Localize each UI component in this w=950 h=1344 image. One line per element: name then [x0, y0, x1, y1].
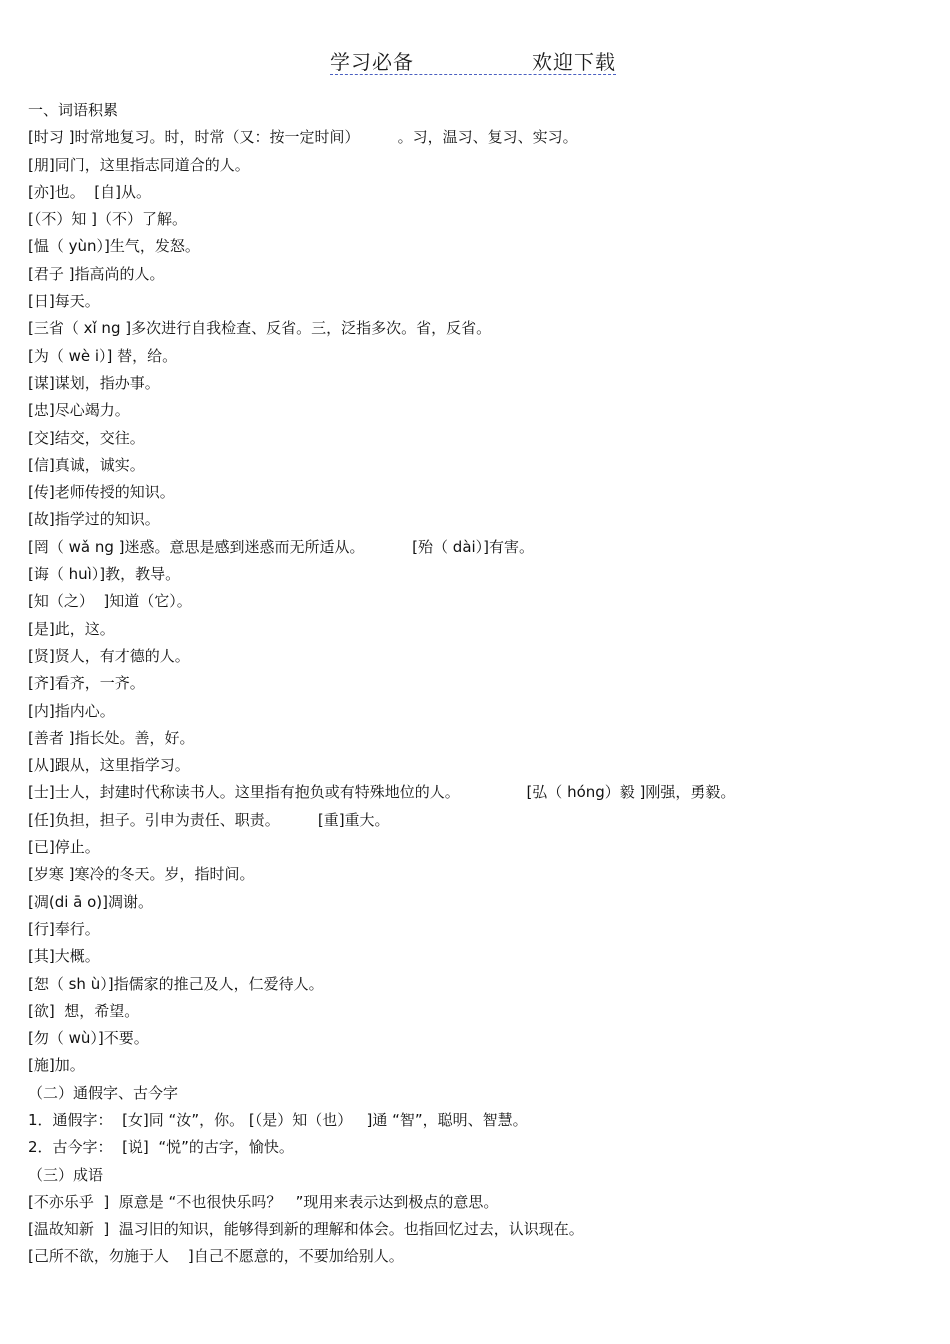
idiom-wenguzhixin: [温故知新 ] 温习旧的知识，能够得到新的理解和体会。也指回忆过去，认识现在。 [28, 1220, 584, 1239]
section-heading-vocabulary: 一、词语积累 [28, 101, 119, 119]
entry-yun: [愠（ yùn）]生气，发怒。 [28, 237, 200, 256]
entry-qi: [齐]看齐，一齐。 [28, 674, 145, 693]
entry-junzi: [君子 ]指高尚的人。 [28, 264, 165, 283]
entry-xin: [信]真诚，诚实。 [28, 455, 145, 474]
page-header [330, 44, 616, 75]
entry-zhong: [忠]尽心竭力。 [28, 401, 130, 420]
entry-shixi: [时习 ]时常地复习。时，时常（又：按一定时间） 。习，温习、复习、实习。 [28, 128, 578, 147]
entry-buzhi: [（不）知 ]（不）了解。 [28, 210, 187, 229]
entry-shi: [是]此，这。 [28, 619, 115, 638]
entry-shu: [恕（ sh ù）]指儒家的推己及人，仁爱待人。 [28, 974, 324, 993]
section-heading-tongjia: （二）通假字、古今字 [28, 1083, 179, 1102]
entry-qi-probably: [其]大概。 [28, 947, 100, 966]
entry-hui: [诲（ huì）]教，教导。 [28, 565, 181, 584]
entry-diao: [凋(di ā o)]凋谢。 [28, 892, 154, 911]
entry-shi-add: [施]加。 [28, 1056, 85, 1075]
entry-sanxing: [三省（ xǐ ng ]多次进行自我检查、反省。三，泛指多次。省，反省。 [28, 319, 492, 338]
entry-xing: [行]奉行。 [28, 919, 100, 938]
entry-nei: [内]指内心。 [28, 701, 115, 720]
entry-zhizhi: [知（之） ]知道（它）。 [28, 592, 192, 611]
gujin-item: 2．古今字： [说] “悦”的古字，愉快。 [28, 1138, 294, 1157]
entry-shanzhe: [善者 ]指长处。善，好。 [28, 728, 195, 747]
entry-cong: [从]跟从，这里指学习。 [28, 756, 190, 775]
entry-yi-zi: [亦]也。 [自]从。 [28, 182, 151, 201]
entry-jiao: [交]结交，交往。 [28, 428, 145, 447]
entry-xian: [贤]贤人，有才德的人。 [28, 646, 190, 665]
entry-mou: [谋]谋划，指办事。 [28, 373, 160, 392]
section-heading-idioms: （三）成语 [28, 1165, 104, 1184]
entry-gu: [故]指学过的知识。 [28, 510, 160, 529]
idiom-jisuobuyu: [己所不欲，勿施于人 ]自己不愿意的，不要加给别人。 [28, 1247, 404, 1266]
header-right-text: 欢迎下载 [532, 50, 616, 74]
entry-chuan: [传]老师传授的知识。 [28, 483, 175, 502]
entry-peng: [朋]同门，这里指志同道合的人。 [28, 155, 250, 174]
entry-yi-stop: [已]停止。 [28, 838, 100, 857]
entry-wang-dai: [罔（ wǎ ng ]迷惑。意思是感到迷惑而无所适从。 [殆（ dài）]有害。 [28, 537, 535, 556]
idiom-buyilehu: [不亦乐乎 ] 原意是 “不也很快乐吗？ ”现用来表示达到极点的意思。 [28, 1192, 499, 1211]
entry-yu: [欲] 想，希望。 [28, 1001, 140, 1020]
entry-ren-zhong: [任]负担，担子。引申为责任、职责。 [重]重大。 [28, 810, 390, 829]
entry-wei: [为（ wè i）] 替，给。 [28, 346, 178, 365]
document-body [28, 97, 918, 1271]
entry-ri: [日]每天。 [28, 292, 100, 311]
tongjia-item: 1．通假字： [女]同 “汝”，你。 [（是）知（也） ]通 “智”，聪明、智慧。 [28, 1110, 528, 1129]
entry-shi-hongyi: [士]士人，封建时代称读书人。这里指有抱负或有特殊地位的人。 [弘（ hóng）毅 ]刚强，勇毅。 [28, 783, 736, 802]
header-left-text: 学习必备 [330, 50, 414, 74]
entry-wu: [勿（ wù）]不要。 [28, 1029, 149, 1048]
entry-suihan: [岁寒 ]寒冷的冬天。岁，指时间。 [28, 865, 255, 884]
